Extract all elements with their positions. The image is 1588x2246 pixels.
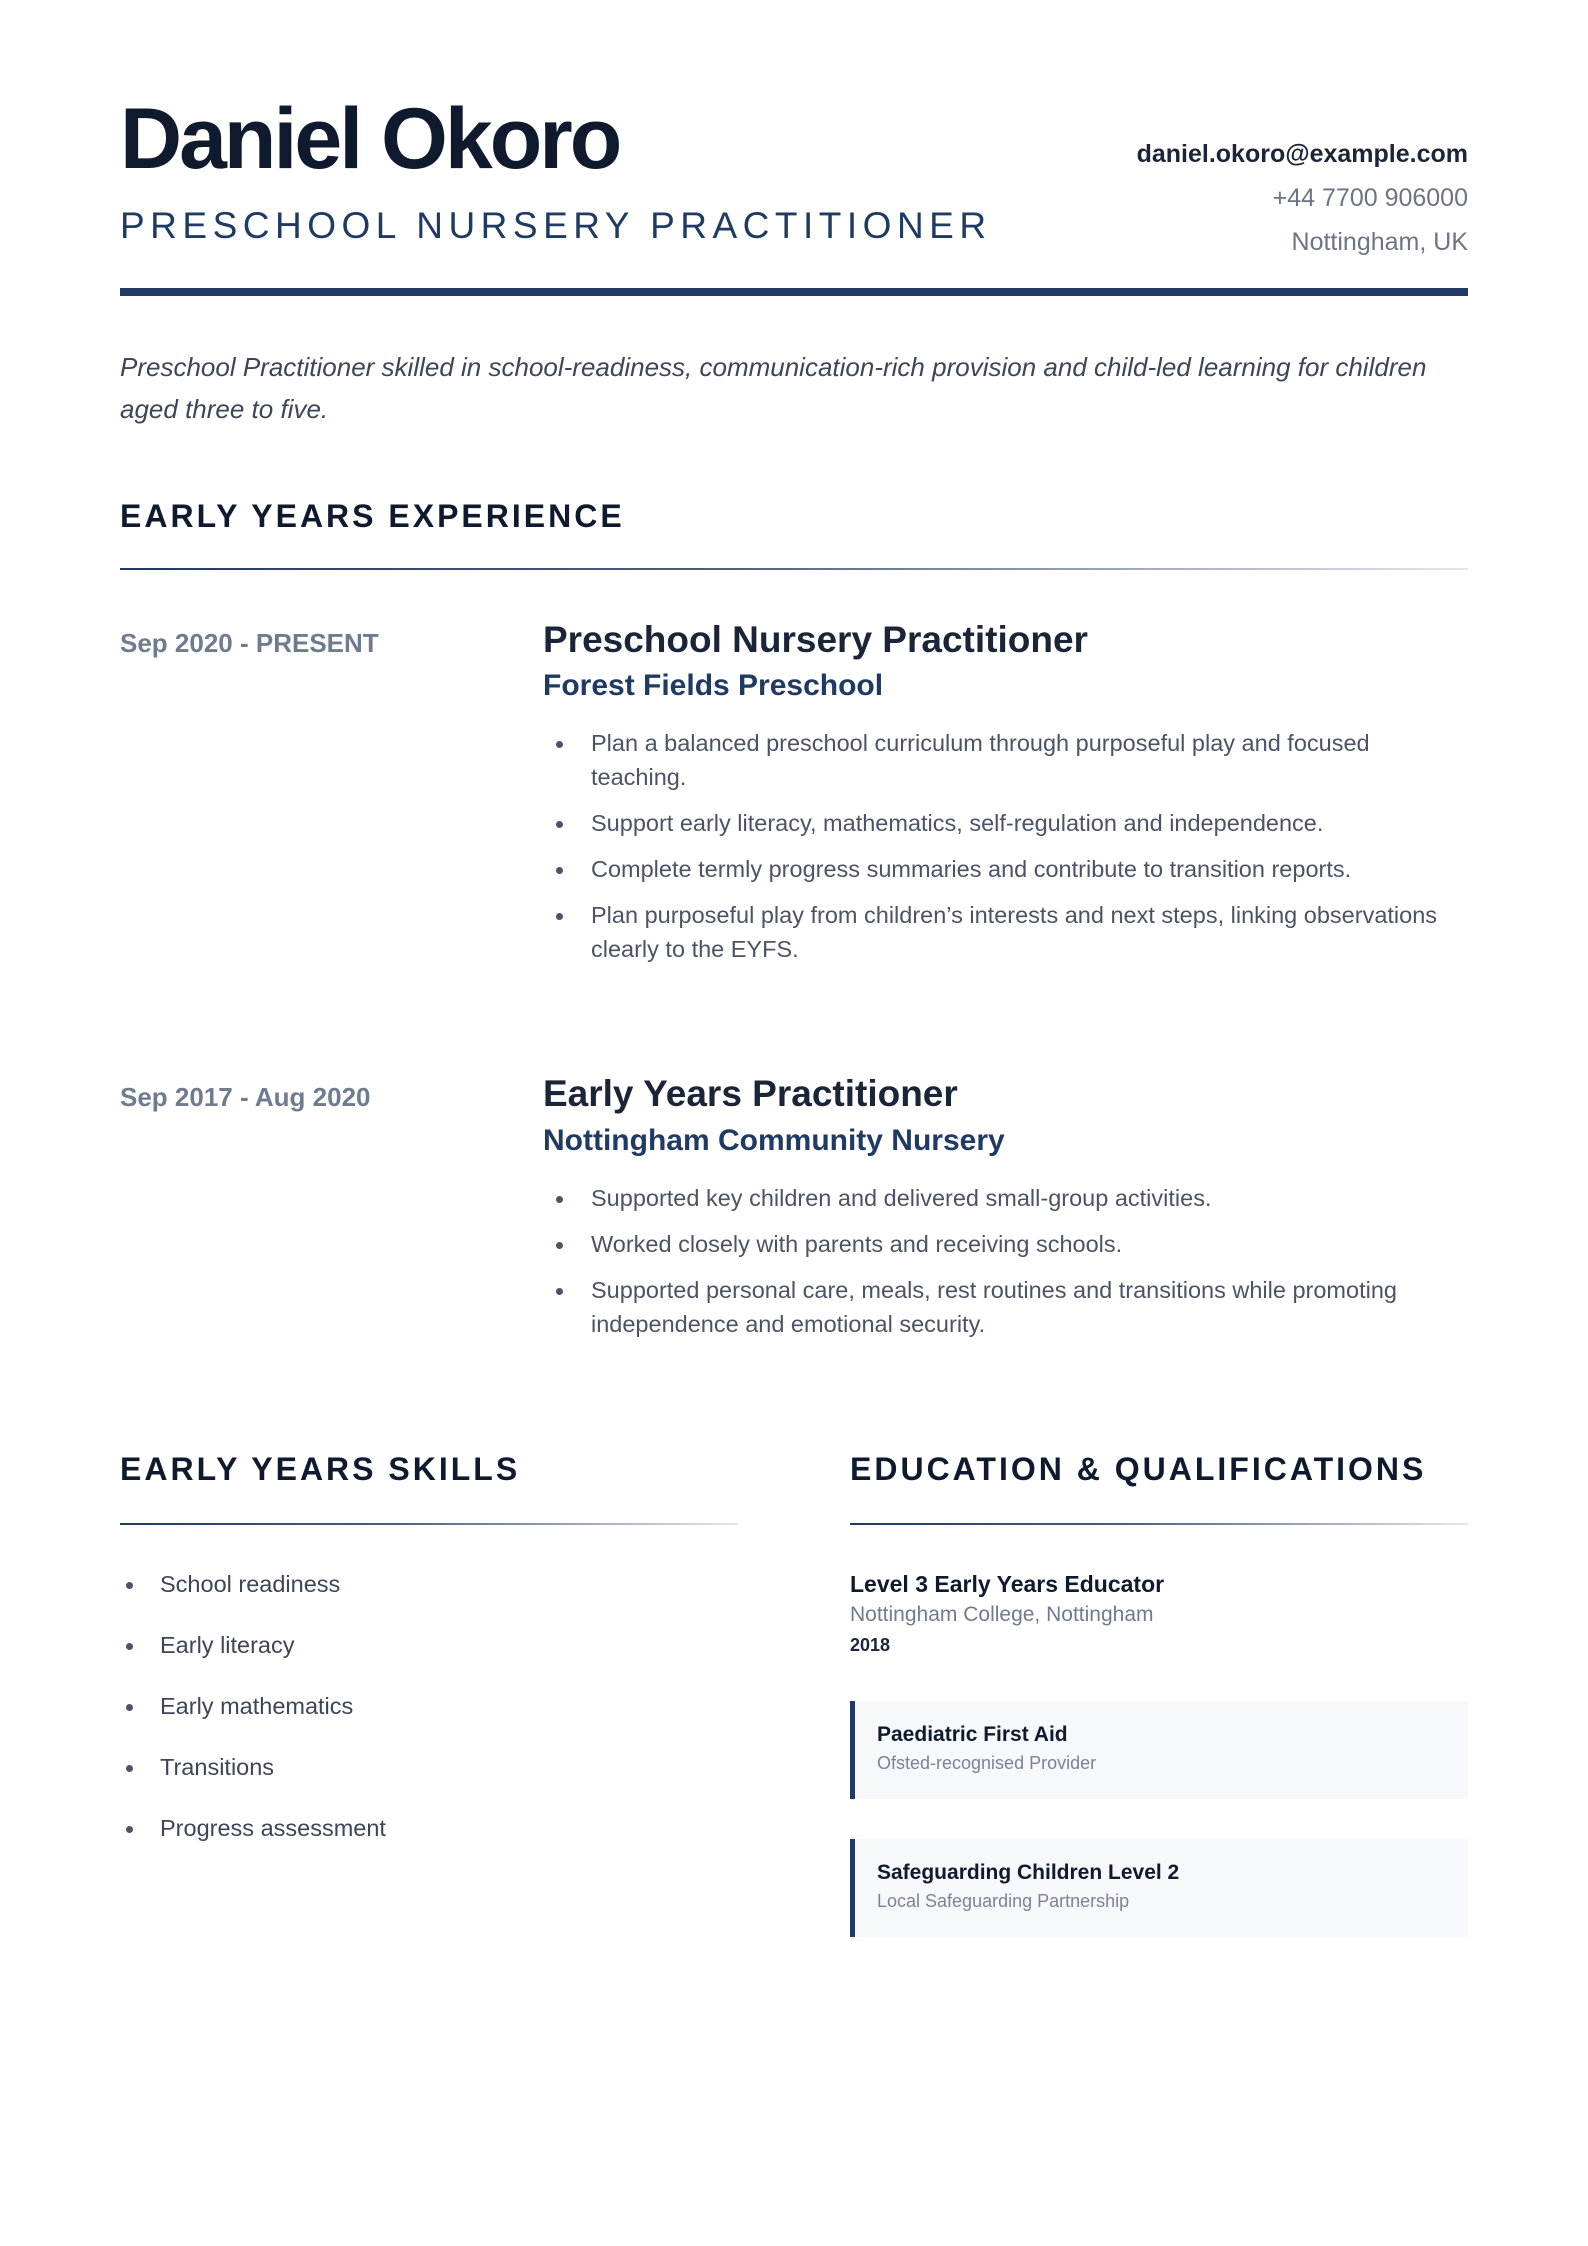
- job-duties: [543, 1181, 1468, 1341]
- skill-item: Transitions: [120, 1750, 738, 1784]
- qualification-institution: Nottingham College, Nottingham: [850, 1602, 1154, 1626]
- job-duty: Complete termly progress summaries and contribute to transition reports.: [543, 852, 1468, 886]
- header-divider: [120, 288, 1468, 296]
- job-employer: Nottingham Community Nursery: [543, 1123, 1005, 1157]
- certification-title: Paediatric First Aid: [877, 1722, 1068, 1746]
- job-duty: Worked closely with parents and receiving schools.: [543, 1227, 1468, 1261]
- certification-title: Safeguarding Children Level 2: [877, 1860, 1180, 1884]
- candidate-role: PRESCHOOL NURSERY PRACTITIONER: [120, 205, 992, 246]
- education-entry: [850, 1569, 1468, 1659]
- contact-phone: +44 7700 906000: [1272, 184, 1468, 212]
- resume-header: [120, 0, 1468, 296]
- skill-item: Early mathematics: [120, 1689, 738, 1723]
- job-entry: [120, 1072, 1468, 1352]
- job-duty: Plan a balanced preschool curriculum through purposeful play and focused teaching.: [543, 726, 1468, 794]
- job-details: [543, 618, 1468, 978]
- contact-email[interactable]: daniel.okoro@example.com: [1136, 140, 1468, 168]
- skills-section: [120, 1450, 738, 1937]
- education-title: EDUCATION & QUALIFICATIONS: [850, 1450, 1427, 1487]
- job-employer: Forest Fields Preschool: [543, 669, 884, 703]
- contact-block: [1137, 132, 1468, 264]
- skills-title: EARLY YEARS SKILLS: [120, 1450, 521, 1487]
- experience-divider: [120, 568, 1468, 570]
- job-title: Early Years Practitioner: [543, 1073, 958, 1115]
- profile-summary: Preschool Practitioner skilled in school-readiness, communication-rich provision and child-led learning for children aged three to five.: [120, 352, 1427, 424]
- experience-title: EARLY YEARS EXPERIENCE: [120, 498, 625, 534]
- skill-item: Early literacy: [120, 1628, 738, 1662]
- job-title: Preschool Nursery Practitioner: [543, 619, 1088, 660]
- qualification-title: Level 3 Early Years Educator: [850, 1570, 1165, 1597]
- job-duty: Supported personal care, meals, rest routines and transitions while promoting independence and emotional security.: [543, 1273, 1468, 1341]
- certification-card: [850, 1839, 1468, 1937]
- skill-item: School readiness: [120, 1567, 738, 1601]
- skills-divider: [120, 1523, 738, 1525]
- job-duties: [543, 726, 1468, 966]
- certification-card: [850, 1701, 1468, 1799]
- job-duty: Support early literacy, mathematics, self-regulation and independence.: [543, 806, 1468, 840]
- experience-section-heading: [120, 500, 1468, 570]
- job-dates: Sep 2020 - PRESENT: [120, 628, 379, 658]
- bottom-columns: [120, 1450, 1468, 1937]
- job-duty: Plan purposeful play from children’s interests and next steps, linking observations clearly to the EYFS.: [543, 898, 1468, 966]
- contact-location: Nottingham, UK: [1291, 228, 1468, 256]
- job-dates: Sep 2017 - Aug 2020: [120, 1082, 371, 1113]
- education-divider: [850, 1523, 1468, 1525]
- job-details: [543, 1072, 1468, 1352]
- job-entry: [120, 618, 1468, 978]
- education-section: [850, 1450, 1468, 1937]
- certification-issuer: Ofsted-recognised Provider: [877, 1752, 1097, 1773]
- certification-issuer: Local Safeguarding Partnership: [877, 1890, 1130, 1911]
- job-duty: Supported key children and delivered small-group activities.: [543, 1181, 1468, 1215]
- skill-item: Progress assessment: [120, 1811, 738, 1845]
- skills-list: [120, 1567, 738, 1845]
- candidate-name: Daniel Okoro: [120, 91, 620, 187]
- qualification-year: 2018: [850, 1634, 891, 1655]
